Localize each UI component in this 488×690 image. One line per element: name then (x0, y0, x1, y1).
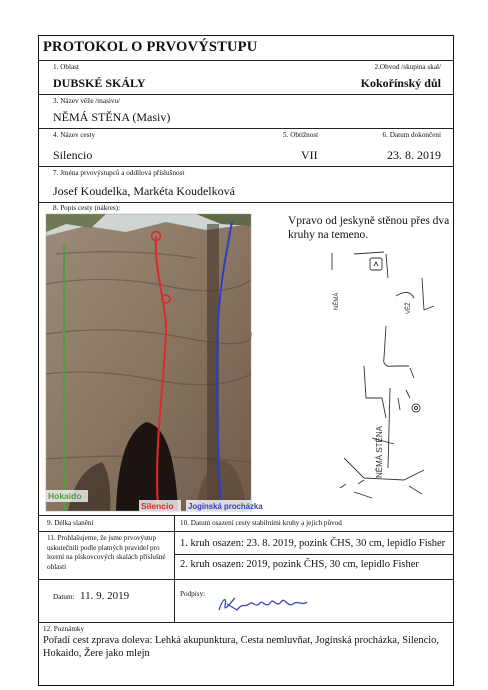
notes-value: Pořadí cest zprava doleva: Lehká akupunktura, Cesta nemluvňat, Jogínská procházka, Silencio, Hokaido, Žere jako mlejn (43, 635, 439, 659)
divider (39, 515, 453, 516)
route-sketch (324, 248, 442, 505)
date-value: 11. 9. 2019 (80, 590, 130, 602)
photo-label-silencio: Silencio (141, 501, 174, 511)
route-value: Silencio (53, 148, 93, 162)
divider (174, 554, 453, 555)
first-ascent-protocol-form (38, 35, 454, 686)
difficulty-label: 5. Obtížnost (283, 131, 319, 139)
signature-label: Podpisy: (180, 590, 206, 598)
sketch-label-vez: VĚŽ (406, 302, 412, 314)
divider (174, 579, 175, 622)
climbers-label: 7. Jména prvovýstupců a oddílová příslušnost (53, 169, 185, 177)
date-label: Datum: (53, 593, 75, 601)
district-label: 2.Obvod /skupina skal/ (374, 63, 441, 71)
tower-value: NĚMÁ STĚNA (Masiv) (53, 110, 171, 124)
divider (39, 166, 453, 167)
date-completed-value: 23. 8. 2019 (387, 148, 441, 162)
bolt-line-1: 1. kruh osazen: 23. 8. 2019, pozink ČHS, 30 cm, lepidlo Fisher (180, 538, 446, 549)
divider (39, 531, 453, 532)
declaration-text: 11. Prohlašujeme, že jsme prvovýstup uskutečnili podle platných pravidel pro lezení na pískovcových skalách příslušné oblasti (47, 534, 166, 571)
handwritten-signature (215, 592, 311, 616)
sketch-label-nema-stena: NĚMÁ STĚNA (375, 425, 384, 478)
divider (39, 202, 453, 203)
rappel-label: 9. Délka slanění (47, 519, 94, 527)
divider (174, 515, 175, 531)
form-title: PROTOKOL O PRVOVÝSTUPU (43, 39, 258, 55)
district-value: Kokořínský důl (360, 76, 441, 90)
route-description-text: Vpravo od jeskyně stěnou přes dva kruhy na temeno. (288, 215, 450, 241)
area-label: 1. Oblast (53, 63, 79, 71)
divider (39, 579, 453, 580)
divider (39, 94, 453, 95)
tower-label: 3. Název věže /masivu/ (53, 97, 121, 105)
rock-wall-photo (46, 214, 263, 511)
divider (39, 128, 453, 129)
sketch-label-nema: NĚMÁ (334, 292, 340, 310)
divider (174, 531, 175, 579)
photo-label-joginska: Jogínská procházka (188, 502, 263, 511)
photo-label-hokaido: Hokaido (48, 491, 82, 501)
area-value: DUBSKÉ SKÁLY (53, 76, 146, 90)
divider (39, 60, 453, 61)
divider (39, 622, 453, 623)
difficulty-value: VII (301, 148, 318, 162)
route-label: 4. Název cesty (53, 131, 96, 139)
bolts-label: 10. Datum osazení cesty stabilními kruhy a jejich původ (180, 519, 342, 527)
climbers-value: Josef Koudelka, Markéta Koudelková (53, 184, 235, 198)
description-label: 8. Popis cesty (nákres): (53, 204, 121, 212)
bolt-line-2: 2. kruh osazen: 2019, pozink ČHS, 30 cm, lepidlo Fisher (180, 559, 419, 570)
date-completed-label: 6. Datum dokončení (382, 131, 441, 139)
notes-label: 12. Poznámky (43, 625, 85, 633)
